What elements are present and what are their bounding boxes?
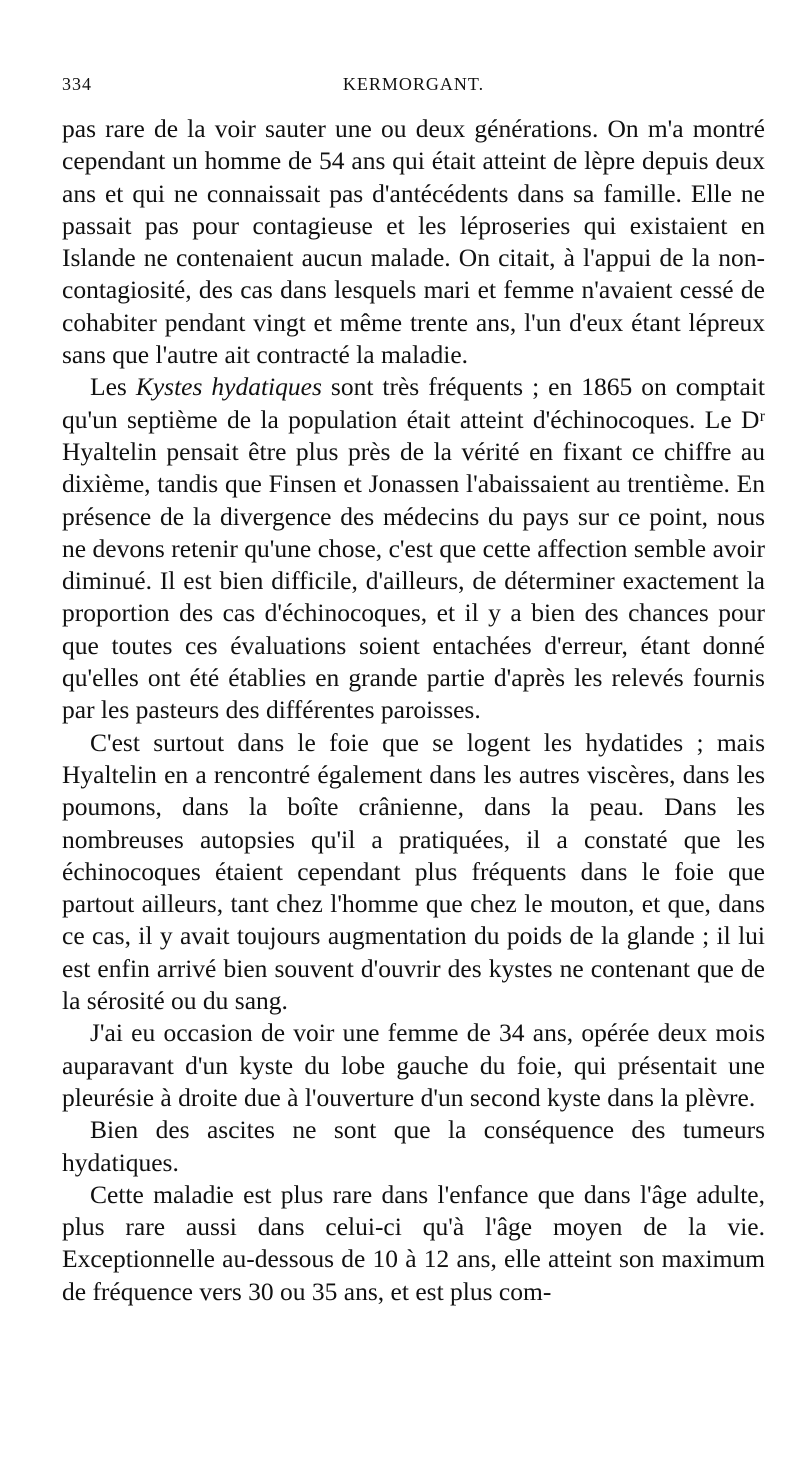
paragraph-2-text: sont très fréquents ; en 1865 on comptait qu'un septième de la population était atteint d'échinocoques. Le Dʳ Hyaltelin pensait être plus près de la vérité en fixant ce chiffre au dixième, tandis que Finsen et Jonassen l'abaissaient au trentième. En présence de la divergence des médecins du pays sur ce point, nous ne devons retenir qu'une chose, c'est que cette affection semble avoir diminué. Il est bien difficile, d'ailleurs, de déterminer exactement la proportion des cas d'échinocoques, et il y a bien des chances pour que toutes ces évaluations soient entachées d'erreur, étant donné qu'elles ont été établies en grande partie d'après les relevés fournis par les pasteurs des différentes paroisses.: [62, 372, 765, 725]
page-header: [62, 74, 765, 104]
running-title: KERMORGANT.: [342, 74, 485, 94]
paragraph-5: Bien des ascites ne sont que la conséquence des tumeurs hydatiques.: [62, 1115, 765, 1177]
page-number: 334: [62, 74, 92, 94]
body-text: [62, 113, 765, 1308]
kystes-hydatiques-heading: Kystes hydatiques: [135, 372, 322, 402]
paragraph-4: J'ai eu occasion de voir une femme de 34 ans, opérée deux mois auparavant d'un kyste du lobe gauche du foie, qui présentait une pleurésie à droite due à l'ouverture d'un second kyste dans la plèvre.: [62, 1018, 765, 1112]
paragraph-2: [62, 371, 765, 726]
paragraph-3: C'est surtout dans le foie que se logent les hydatides ; mais Hyaltelin en a rencontré également dans les autres viscères, dans les poumons, dans la boîte crânienne, dans la peau. Dans les nombreuses autopsies qu'il a pratiquées, il a constaté que les échinocoques étaient cependant plus fréquents dans le foie que partout ailleurs, tant chez l'homme que chez le mouton, et que, dans ce cas, il y avait toujours augmentation du poids de la glande ; il lui est enfin arrivé bien souvent d'ouvrir des kystes ne contenant que de la sérosité ou du sang.: [62, 727, 765, 1016]
paragraph-2-prefix: Les: [90, 372, 136, 402]
paragraph-1: pas rare de la voir sauter une ou deux générations. On m'a montré cependant un homme de 54 ans qui était atteint de lèpre depuis deux ans et qui ne connaissait pas d'antécédents dans sa famille. Elle ne passait pas pour contagieuse et les léproseries qui existaient en Islande ne contenaient aucun malade. On citait, à l'appui de la non-contagiosité, des cas dans lesquels mari et femme n'avaient cessé de cohabiter pendant vingt et même trente ans, l'un d'eux étant lépreux sans que l'autre ait contracté la maladie.: [62, 114, 765, 370]
paragraph-6: Cette maladie est plus rare dans l'enfance que dans l'âge adulte, plus rare aussi dans celui-ci qu'à l'âge moyen de la vie. Exceptionnelle au-dessous de 10 à 12 ans, elle atteint son maximum de fréquence vers 30 ou 35 ans, et est plus com-: [62, 1179, 765, 1306]
